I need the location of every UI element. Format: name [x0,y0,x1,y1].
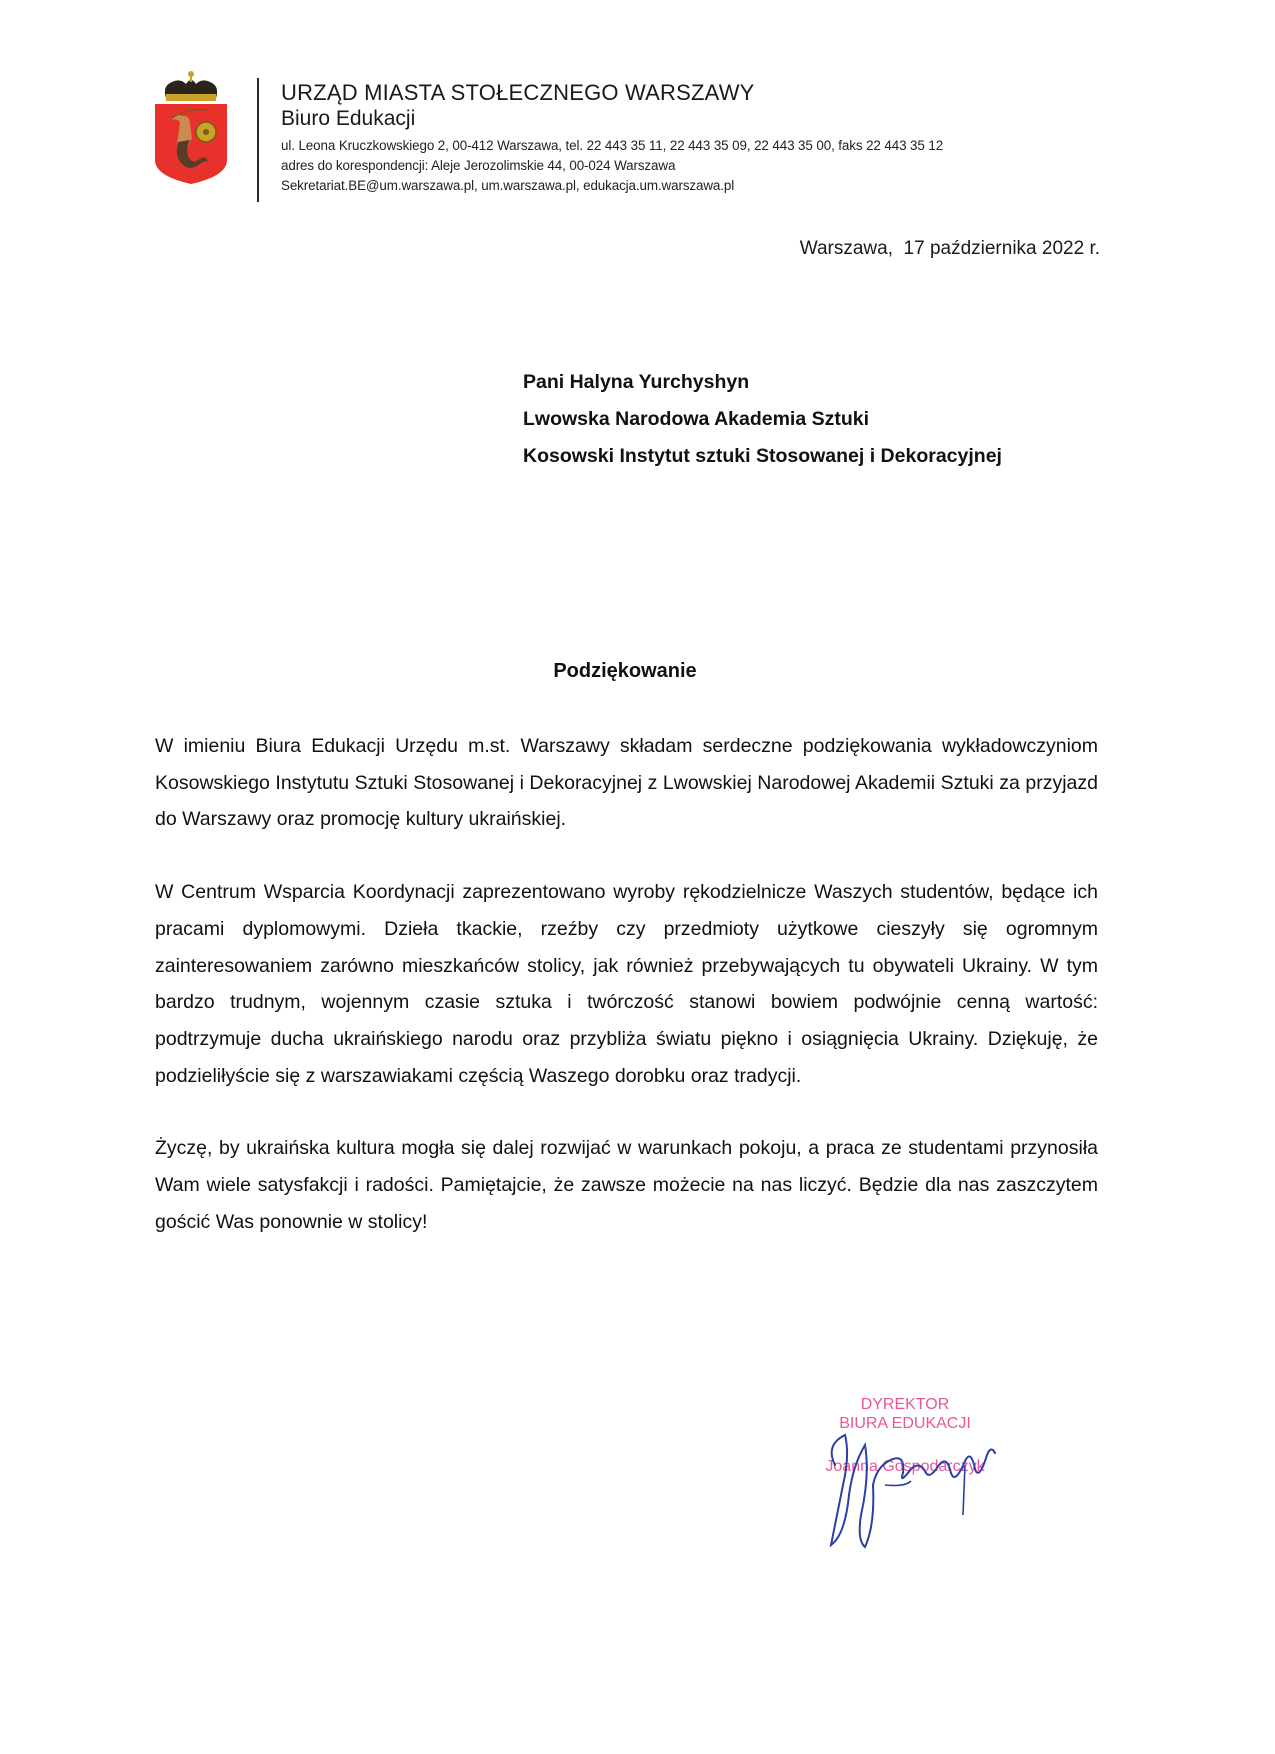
letter-date: Warszawa, 17 października 2022 r. [799,238,1100,259]
letterhead-divider [257,78,259,202]
address-line: ul. Leona Kruczkowskiego 2, 00-412 Warszawa, tel. 22 443 35 11, 22 443 35 09, 22 443 35 00, faks 22 443 35 12 [281,138,944,153]
paragraph: W imieniu Biura Edukacji Urzędu m.st. Warszawy składam serdeczne podziękowania wykładowczyniom Kosowskiego Instytutu Sztuki Stosowanej i Dekoracyjnej z Lwowskiej Narodowej Akademii Sztuki za przyjazd do Warszawy oraz promocję kultury ukraińskiej. [155,735,1098,831]
recipient-institute: Kosowski Instytut sztuki Stosowanej i Dekoracyjnej [523,445,1002,467]
recipient-block [523,364,1002,475]
letterhead [281,80,943,196]
handwritten-signature-icon [815,1425,1015,1555]
recipient-name: Pani Halyna Yurchyshyn [523,371,750,393]
correspondence-address: adres do korespondencji: Aleje Jerozolimskie 44, 00-024 Warszawa [281,158,676,173]
paragraph: W Centrum Wsparcia Koordynacji zaprezentowano wyroby rękodzielnicze Waszych studentów, będące ich pracami dyplomowymi. Dzieła tkackie, rzeźby czy przedmioty użytkowe cieszyły się ogromnym zainteresowaniem zarówno mieszkańców stolicy, jak również przebywających tu obywateli Ukrainy. W tym bardzo trudnym, wojennym czasie sztuka i twórczość stanowi bowiem podwójnie cenną wartość: podtrzymuje ducha ukraińskiego narodu oraz przybliża światu piękno i osiągnięcia Ukrainy. Dziękuję, że podzieliłyście się z warszawiakami częścią Waszego dorobku oraz tradycji. [155,881,1098,1087]
contact-line: Sekretariat.BE@um.warszawa.pl, um.warszawa.pl, edukacja.um.warszawa.pl [281,178,735,193]
paragraph: Życzę, by ukraińska kultura mogła się dalej rozwijać w warunkach pokoju, a praca ze studentami przynosiła Wam wiele satysfakcji i radości. Pamiętajcie, że zawsze możecie na nas liczyć. Będzie dla nas zaszczytem gościć Was ponownie w stolicy! [155,1137,1098,1233]
warsaw-coat-of-arms-icon [152,68,230,186]
stamp-title-2: BIURA EDUKACJI [839,1415,971,1432]
letter-title: Podziękowanie [553,660,697,682]
recipient-institution: Lwowska Narodowa Akademia Sztuki [523,408,870,430]
department-name: Biuro Edukacji [281,107,416,130]
stamp-title-1: DYREKTOR [860,1396,950,1413]
stamp-name: Joanna Gospodarczyk [825,1458,985,1475]
letter-body [155,728,1098,1276]
organization-name: URZĄD MIASTA STOŁECZNEGO WARSZAWY [281,80,755,105]
